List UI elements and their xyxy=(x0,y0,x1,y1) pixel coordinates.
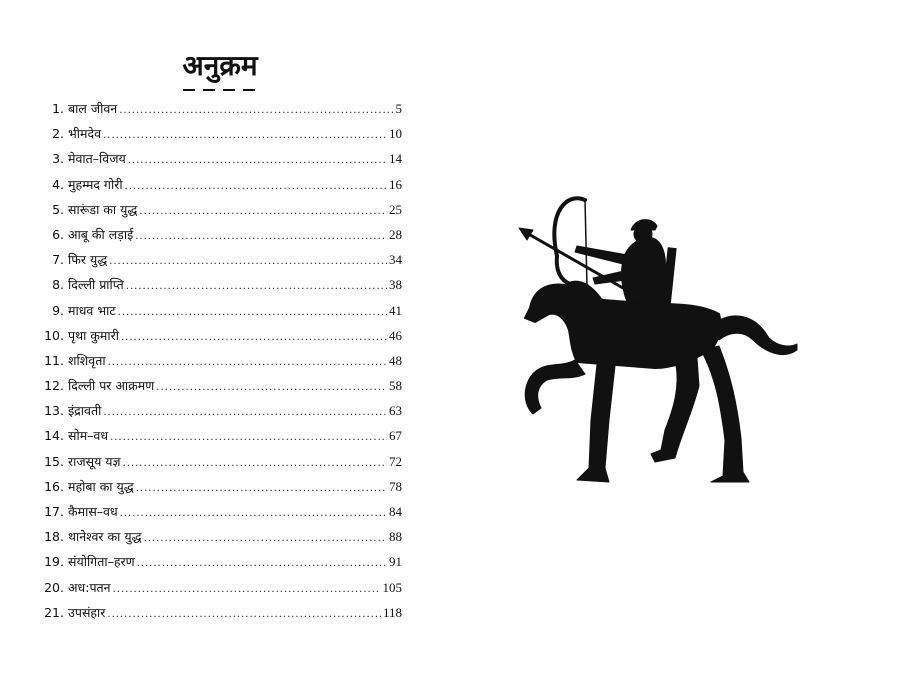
toc-entry-page: 38 xyxy=(389,277,402,293)
toc-entry-title: दिल्ली पर आक्रमण xyxy=(68,378,155,394)
toc-entry-title: मुहम्मद गोरी xyxy=(68,176,123,192)
toc-entry-number: 18. xyxy=(44,529,64,545)
toc-leader-dots xyxy=(120,508,387,519)
toc-entry-title: कैमास–वध xyxy=(68,504,118,519)
toc-entry-page: 63 xyxy=(389,403,402,419)
toc-leader-dots xyxy=(144,533,387,544)
toc-entry[interactable] xyxy=(30,100,402,125)
toc-entry-number: 15. xyxy=(44,453,64,469)
toc-entry[interactable] xyxy=(30,327,402,352)
toc-entry-page: 28 xyxy=(389,226,402,242)
toc-entry-number: 8. xyxy=(52,277,64,293)
toc-entry-number: 17. xyxy=(44,504,64,519)
toc-entry-title: फिर युद्ध xyxy=(68,252,108,268)
toc-entry-title: दिल्ली प्राप्ति xyxy=(68,277,124,293)
toc-leader-dots xyxy=(103,407,387,418)
toc-entry-number: 3. xyxy=(52,151,64,167)
toc-entry[interactable] xyxy=(30,427,402,452)
toc-entry-page: 25 xyxy=(389,201,402,217)
toc-entry-title: उपसंहार xyxy=(68,604,106,620)
toc-leader-dots xyxy=(107,609,381,620)
toc-entry-page: 84 xyxy=(389,504,402,519)
toc-entry-number: 14. xyxy=(44,428,64,444)
toc-entry-title: राजसूय यज्ञ xyxy=(68,453,121,469)
toc-entry-page: 58 xyxy=(389,378,402,394)
toc-entry[interactable] xyxy=(30,176,402,201)
toc-entry[interactable] xyxy=(30,377,402,402)
toc-leader-dots xyxy=(108,357,387,368)
toc-leader-dots xyxy=(123,458,387,469)
toc-entry-number: 1. xyxy=(52,101,64,116)
toc-entry-page: 118 xyxy=(382,604,402,620)
toc-entry-number: 16. xyxy=(44,478,64,494)
toc-entry-title: मेवात–विजय xyxy=(68,151,126,167)
toc-leader-dots xyxy=(109,256,387,267)
toc-leader-dots xyxy=(118,307,387,318)
toc-entry-page: 48 xyxy=(389,352,402,368)
toc-entry[interactable] xyxy=(30,226,402,251)
toc-leader-dots xyxy=(137,558,387,569)
toc-leader-dots xyxy=(126,281,387,292)
toc-entry[interactable] xyxy=(30,453,402,478)
toc-entry[interactable] xyxy=(30,251,402,276)
toc-leader-dots xyxy=(119,105,393,116)
toc-entry-title: अध:पतन xyxy=(68,579,111,595)
toc-leader-dots xyxy=(110,432,387,443)
toc-leader-dots xyxy=(121,332,387,343)
toc-entry-title: थानेश्वर का युद्ध xyxy=(68,529,142,545)
toc-entry-title: भीमदेव xyxy=(68,126,102,142)
toc-entry-number: 13. xyxy=(44,403,64,419)
toc-entry[interactable] xyxy=(30,276,402,301)
toc-entry[interactable] xyxy=(30,402,402,427)
toc-entry-title: सारूंडा का युद्ध xyxy=(68,201,138,217)
toc-entry-page: 14 xyxy=(389,151,402,167)
toc-leader-dots xyxy=(113,584,381,595)
toc-entry-number: 2. xyxy=(52,126,64,142)
toc-entry-number: 19. xyxy=(44,554,64,570)
toc-entry-title: सोम–वध xyxy=(68,428,109,444)
toc-entry-number: 7. xyxy=(52,252,64,268)
toc-entry[interactable] xyxy=(30,503,402,528)
toc-entry-title: बाल जीवन xyxy=(68,101,118,116)
toc-entry-title: शशिवृता xyxy=(68,352,106,368)
toc-entry[interactable] xyxy=(30,302,402,327)
toc-entry-number: 5. xyxy=(52,201,64,217)
toc-leader-dots xyxy=(125,181,387,192)
toc-leader-dots xyxy=(128,155,387,166)
toc-entry-page: 105 xyxy=(382,579,402,595)
toc-entry-title: संयोगिता–हरण xyxy=(68,554,135,570)
toc-list xyxy=(30,100,402,629)
toc-entry[interactable] xyxy=(30,352,402,377)
toc-entry-title: महोबा का युद्ध xyxy=(68,478,134,494)
toc-entry-page: 88 xyxy=(389,529,402,545)
toc-entry-number: 10. xyxy=(44,327,64,343)
toc-entry-number: 11. xyxy=(44,352,64,368)
toc-entry-title: इंद्रावती xyxy=(68,403,102,419)
toc-leader-dots xyxy=(135,231,387,242)
toc-entry-page: 10 xyxy=(389,126,402,142)
toc-entry-title: आबू की लड़ाई xyxy=(68,226,134,242)
toc-entry-title: पृथा कुमारी xyxy=(68,327,119,343)
toc-entry-page: 67 xyxy=(389,428,402,444)
toc-entry[interactable] xyxy=(30,478,402,503)
toc-leader-dots xyxy=(139,206,387,217)
title-underline xyxy=(183,88,255,92)
toc-leader-dots xyxy=(103,130,387,141)
toc-entry-page: 91 xyxy=(389,554,402,570)
toc-entry[interactable] xyxy=(30,579,402,604)
toc-entry-number: 20. xyxy=(44,579,64,595)
toc-entry[interactable] xyxy=(30,604,402,629)
toc-entry[interactable] xyxy=(30,528,402,553)
toc-entry-number: 6. xyxy=(52,226,64,242)
toc-entry[interactable] xyxy=(30,201,402,226)
toc-entry-page: 46 xyxy=(389,327,402,343)
toc-leader-dots xyxy=(136,483,387,494)
toc-entry-page: 78 xyxy=(389,478,402,494)
toc-entry-number: 4. xyxy=(52,176,64,192)
toc-entry-number: 21. xyxy=(44,604,64,620)
toc-entry-page: 41 xyxy=(389,302,402,318)
horse-archer-silhouette-icon xyxy=(505,190,805,490)
toc-entry-page: 5 xyxy=(395,101,402,116)
toc-leader-dots xyxy=(156,382,387,393)
page-title: अनुक्रम xyxy=(182,49,258,82)
toc-entry[interactable] xyxy=(30,553,402,578)
toc-entry-page: 34 xyxy=(389,252,402,268)
toc-entry-number: 12. xyxy=(44,378,64,394)
toc-entry[interactable] xyxy=(30,150,402,175)
toc-entry-title: माधव भाट xyxy=(68,302,116,318)
toc-entry-page: 16 xyxy=(389,176,402,192)
toc-entry[interactable] xyxy=(30,125,402,150)
toc-entry-page: 72 xyxy=(389,453,402,469)
toc-entry-number: 9. xyxy=(52,302,64,318)
